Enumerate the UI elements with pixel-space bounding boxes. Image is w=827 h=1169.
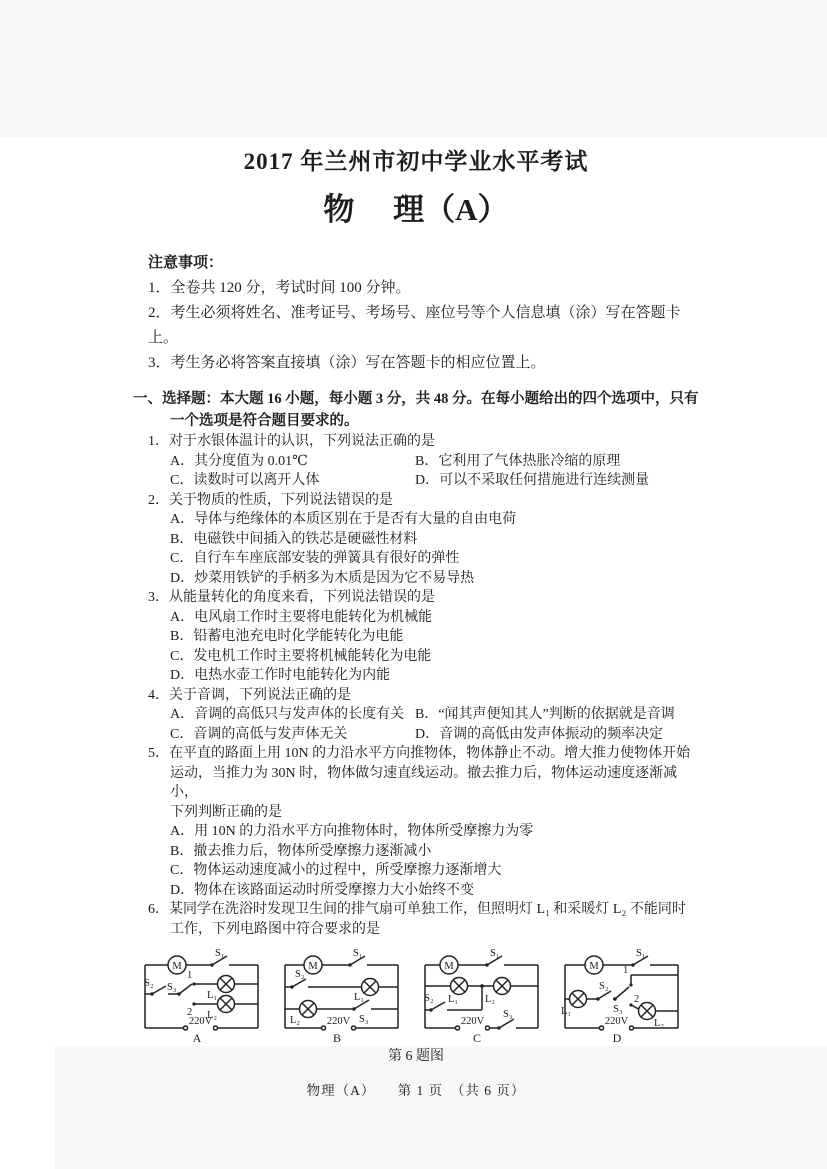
switch-s3-icon (499, 1019, 514, 1028)
option-5a: A．用 10N 的力沿水平方向推物体时，物体所受摩擦力为零 (170, 824, 534, 839)
notice-heading: 注意事项： (148, 255, 224, 271)
lamp-l2-cross (220, 998, 232, 1010)
battery-terminal (486, 1026, 490, 1030)
option-1b: B．它利用了气体热胀冷缩的原理 (415, 453, 621, 469)
s1-label: S₁ (215, 948, 225, 959)
circuit-b-svg (277, 947, 411, 1045)
circuit-letter: C (472, 1031, 482, 1045)
s1-label: S₁ (490, 948, 500, 959)
l2-label: L₂ (654, 1018, 665, 1029)
notice-item-1: 1．全卷共 120 分，考试时间 100 分钟。 (148, 280, 411, 296)
question-5-stem-line1: 5．在平直的路面上用 10N 的力沿水平方向推物体，物体静止不动。增大推力使物体开始 (148, 746, 691, 761)
s3-label: S₃ (503, 1009, 513, 1020)
subject-title: 物 理（A） (323, 192, 509, 227)
option-2b: B．电磁铁中间插入的铁芯是硬磁性材料 (170, 531, 418, 547)
questions-block (133, 432, 699, 939)
exam-title: 2017 年兰州市初中学业水平考试 (243, 149, 589, 174)
pos1-label: 1 (623, 965, 629, 976)
wire-pos1 (631, 975, 678, 985)
s2-label: S₂ (295, 969, 305, 980)
circuit-a-svg (137, 947, 271, 1045)
l1-label: L₁ (354, 992, 365, 1003)
option-5d: D．物体在该路面运动时所受摩擦力大小始终不变 (170, 882, 475, 898)
option-3c: C．发电机工作时主要将机械能转化为电能 (170, 648, 432, 664)
lamp-l2-cross (496, 980, 508, 992)
s2-label: S₂ (424, 993, 434, 1004)
question-2-stem: 2．关于物质的性质，下列说法错误的是 (148, 492, 393, 508)
motor-label: M (589, 960, 599, 972)
l2-label: L₂ (207, 1010, 218, 1021)
circuit-d-svg (557, 947, 691, 1045)
option-3a: A．电风扇工作时主要将电能转化为机械能 (170, 609, 433, 625)
lamp-l1-cross (572, 993, 584, 1005)
option-4c: C．音调的高低与发声体无关 (170, 726, 348, 742)
option-1a: A．其分度值为 0.01℃ (170, 453, 308, 469)
selector-switch-s3-icon (179, 984, 192, 994)
scan-top-margin (0, 0, 827, 137)
notice-item-3: 3．考生务必将答案直接填（涂）写在答题卡的相应位置上。 (148, 355, 546, 371)
option-5c: C．物体运动速度减小的过程中，所受摩擦力逐渐增大 (170, 863, 502, 878)
pos2-label: 2 (187, 1007, 193, 1018)
l2-label: L₂ (290, 1015, 301, 1026)
battery-terminal (214, 1026, 218, 1030)
option-2c: C．自行车车座底部安装的弹簧具有很好的弹性 (170, 551, 460, 566)
voltage-label: 220V (188, 1016, 213, 1027)
motor-label: M (172, 960, 182, 972)
selector-switch-s3-icon (615, 987, 629, 999)
l1-label: L₁ (561, 1006, 572, 1017)
option-1d: D．可以不采取任何措施进行连续测量 (415, 473, 650, 488)
figure-caption: 第 6 题图 (388, 1049, 444, 1064)
notice-block (133, 251, 699, 376)
question-1-stem: 1．对于水银体温计的认识，下列说法正确的是 (148, 434, 435, 449)
option-4a: A．音调的高低只与发声体的长度有关 (170, 707, 405, 722)
lamp-l2-cross (641, 1005, 653, 1017)
option-4d: D．音调的高低由发声体振动的频率决定 (415, 726, 664, 742)
circuit-diagram-a (137, 947, 271, 1045)
page-footer: 物理（A） 第 1 页 （共 6 页） (306, 1083, 526, 1098)
question-6-stem-line2: 工作，下列电路图中符合要求的是 (170, 921, 380, 937)
option-3b: B．铅蓄电池充电时化学能转化为电能 (170, 629, 404, 644)
s1-label: S₁ (636, 948, 646, 959)
lamp-l1-cross (453, 980, 465, 992)
circuit-diagram-b (277, 947, 411, 1045)
lamp-l2-cross (302, 1003, 314, 1015)
option-5b: B．撤去推力后，物体所受摩擦力逐渐减小 (170, 843, 432, 859)
question-6-figure (137, 947, 699, 1045)
notice-item-2: 2．考生必须将姓名、准考证号、考场号、座位号等个人信息填（涂）写在答题卡上。 (148, 305, 681, 346)
circuit-diagram-d (557, 947, 691, 1045)
question-1-options-ab (133, 452, 699, 472)
s3-label: S₃ (613, 1004, 623, 1015)
circuit-letter: D (612, 1031, 622, 1045)
l1-label: L₁ (448, 994, 459, 1005)
pos2-label: 2 (634, 994, 640, 1005)
option-2a: A．导体与绝缘体的本质区别在于是否有大量的自由电荷 (170, 512, 517, 527)
l2-label: L₂ (485, 994, 496, 1005)
question-4-options-ab (133, 705, 699, 725)
voltage-label: 220V (460, 1016, 485, 1027)
section-heading (133, 388, 699, 432)
motor-label: M (444, 960, 454, 972)
s2-label: S₂ (144, 978, 154, 989)
question-1-options-cd (133, 471, 699, 491)
option-1c: C．读数时可以离开人体 (170, 473, 320, 488)
battery-terminal (600, 1026, 604, 1030)
lamp-l1-cross (364, 981, 376, 993)
switch-s2-icon (152, 986, 166, 994)
battery-terminal (184, 1026, 188, 1030)
circuit-c-svg (417, 947, 551, 1045)
question-3-stem: 3．从能量转化的角度来看，下列说法错误的是 (148, 590, 435, 605)
section-heading-line1: 一、选择题：本大题 16 小题，每小题 3 分，共 48 分。在每小题给出的四个选项中，只有 (133, 391, 699, 407)
battery-terminal (352, 1026, 356, 1030)
s3-label: S₃ (167, 982, 177, 993)
s2-label: S₂ (599, 981, 609, 992)
switch-s2-icon (292, 979, 306, 987)
question-5-stem-line2: 运动，当推力为 30N 时，物体做匀速直线运动。撤去推力后，物体运动速度逐渐减小， (170, 765, 678, 800)
circuit-letter: A (192, 1031, 202, 1045)
battery-terminal (322, 1026, 326, 1030)
circuit-diagram-c (417, 947, 551, 1045)
option-4b: B．“闻其声便知其人”判断的依据就是音调 (415, 707, 675, 722)
pos1-label: 1 (187, 970, 193, 981)
s3-label: S₃ (359, 1014, 369, 1025)
s1-label: S₁ (353, 948, 363, 959)
option-2d: D．炒菜用铁铲的手柄多为木质是因为它不易导热 (170, 570, 475, 586)
l1-label: L₁ (207, 990, 218, 1001)
exam-page-content (133, 147, 699, 1099)
option-3d: D．电热水壶工作时电能转化为内能 (170, 668, 391, 683)
question-4-stem: 4．关于音调，下列说法正确的是 (148, 687, 351, 703)
section-heading-line2: 一个选项是符合题目要求的。 (170, 413, 359, 429)
voltage-label: 220V (326, 1016, 351, 1027)
circuit-letter: B (332, 1031, 342, 1045)
switch-s2-icon (598, 991, 611, 999)
battery-terminal (456, 1026, 460, 1030)
question-6-stem-line1: 6．某同学在洗浴时发现卫生间的排气扇可单独工作，但照明灯 L₁ 和采暖灯 L₂ 不能同时 (148, 902, 686, 917)
question-4-options-cd (133, 725, 699, 745)
question-5-stem-line3: 下列判断正确的是 (170, 804, 282, 820)
lamp-l1-cross (220, 978, 232, 990)
voltage-label: 220V (604, 1016, 629, 1027)
motor-label: M (308, 960, 318, 972)
battery-terminal (630, 1026, 634, 1030)
